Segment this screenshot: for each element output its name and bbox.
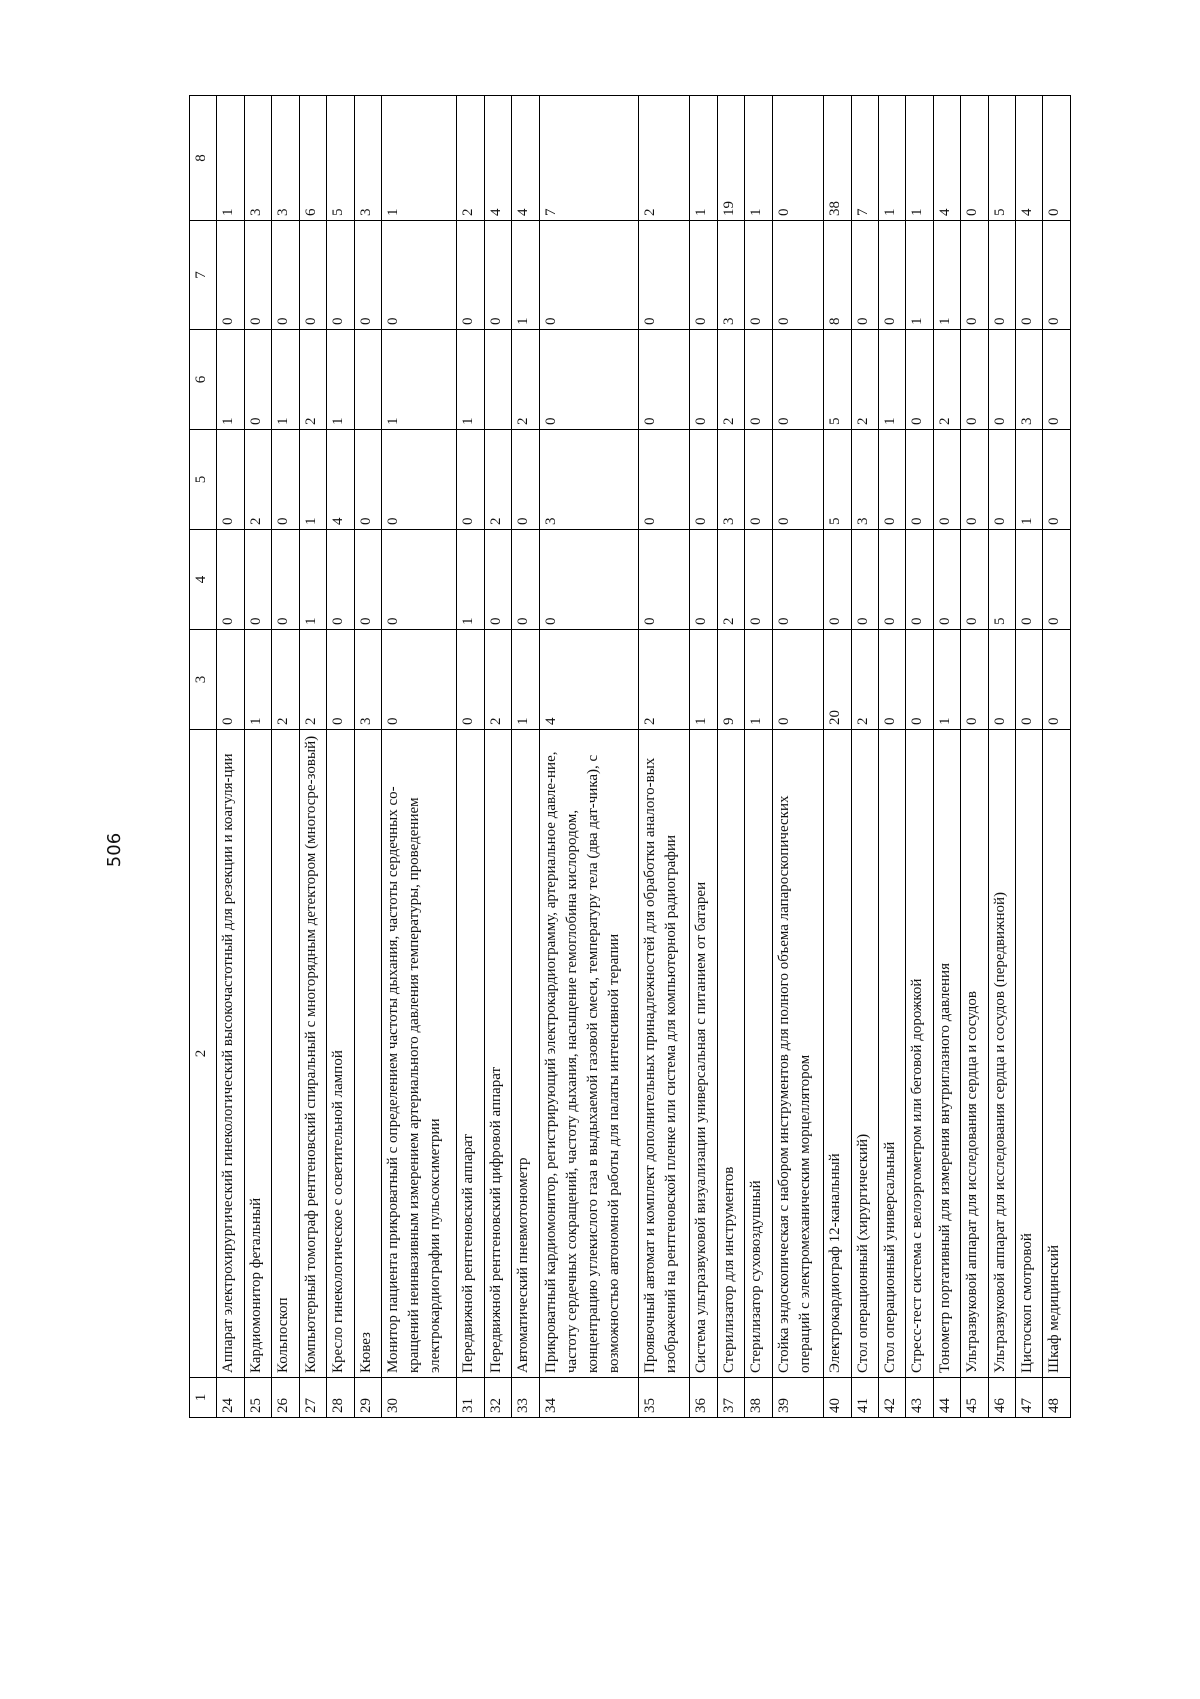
value-cell: 0 [961, 96, 988, 221]
table-row [1043, 96, 1071, 1418]
value-cell: 2 [639, 630, 690, 730]
table-row [906, 96, 933, 1418]
value-cell: 1 [244, 630, 271, 730]
value-cell: 0 [244, 221, 271, 330]
value-cell: 0 [961, 630, 988, 730]
value-cell: 0 [961, 221, 988, 330]
value-cell: 0 [512, 430, 539, 530]
value-cell: 0 [539, 330, 638, 430]
value-cell: 0 [988, 330, 1015, 430]
equipment-name-cell: Передвижной рентгеновский цифровой аппарат [484, 730, 511, 1378]
value-cell: 0 [381, 430, 456, 530]
value-cell: 0 [988, 221, 1015, 330]
table-row [988, 96, 1015, 1418]
header-cell: 4 [190, 530, 217, 630]
equipment-name-cell: Проявочный автомат и комплект дополнительных принадлежностей для обработки аналого-вых изображений на рентгеновской пленке или система для компьютерной радиографии [639, 730, 690, 1378]
value-cell: 0 [354, 530, 381, 630]
value-cell: 0 [217, 630, 244, 730]
value-cell: 0 [539, 530, 638, 630]
value-cell: 0 [217, 430, 244, 530]
row-number-cell: 48 [1043, 1378, 1071, 1418]
row-number-cell: 33 [512, 1378, 539, 1418]
value-cell: 4 [484, 96, 511, 221]
table-row [878, 96, 905, 1418]
table-row [824, 96, 851, 1418]
row-number-cell: 37 [717, 1378, 744, 1418]
value-cell: 1 [512, 221, 539, 330]
value-cell: 0 [484, 221, 511, 330]
value-cell: 1 [381, 96, 456, 221]
value-cell: 0 [381, 221, 456, 330]
value-cell: 19 [717, 96, 744, 221]
value-cell: 0 [878, 530, 905, 630]
value-cell: 7 [539, 96, 638, 221]
value-cell: 5 [327, 96, 354, 221]
header-cell: 2 [190, 730, 217, 1378]
value-cell: 6 [299, 96, 326, 221]
equipment-name-cell: Автоматический пневмотонометр [512, 730, 539, 1378]
value-cell: 4 [933, 96, 960, 221]
value-cell: 0 [933, 430, 960, 530]
value-cell: 1 [457, 530, 484, 630]
value-cell: 1 [933, 630, 960, 730]
header-cell: 7 [190, 221, 217, 330]
value-cell: 0 [690, 530, 717, 630]
value-cell: 1 [217, 330, 244, 430]
value-cell: 0 [217, 530, 244, 630]
value-cell: 0 [457, 221, 484, 330]
value-cell: 3 [717, 221, 744, 330]
value-cell: 3 [354, 96, 381, 221]
value-cell: 3 [717, 430, 744, 530]
equipment-name-cell: Стол операционный универсальный [878, 730, 905, 1378]
value-cell: 0 [988, 630, 1015, 730]
value-cell: 7 [851, 96, 878, 221]
row-number-cell: 40 [824, 1378, 851, 1418]
value-cell: 3 [272, 96, 299, 221]
value-cell: 9 [717, 630, 744, 730]
table-row [381, 96, 456, 1418]
value-cell: 0 [1043, 221, 1071, 330]
equipment-name-cell: Электрокардиограф 12-канальный [824, 730, 851, 1378]
value-cell: 0 [244, 530, 271, 630]
table-row [484, 96, 511, 1418]
equipment-name-cell: Прикроватный кардиомонитор, регистрирующий электрокардиограмму, артериальное давле-ние, частоту сердечных сокращений, частоту дыхания, насыщение гемоглобина кислородом, концентрацию углекислого газа в выдыхаемой газовой смеси, температуру тела (два дат-чика), с возможностью автономной работы для палаты интенсивной терапии [539, 730, 638, 1378]
value-cell: 0 [639, 530, 690, 630]
value-cell: 0 [1043, 630, 1071, 730]
value-cell: 0 [824, 530, 851, 630]
value-cell: 1 [217, 96, 244, 221]
value-cell: 3 [354, 630, 381, 730]
value-cell: 1 [745, 630, 772, 730]
equipment-name-cell: Кресло гинекологическое с осветительной лампой [327, 730, 354, 1378]
value-cell: 1 [272, 330, 299, 430]
table-row [327, 96, 354, 1418]
equipment-name-cell: Ультразвуковой аппарат для исследования сердца и сосудов (передвижной) [988, 730, 1015, 1378]
row-number-cell: 47 [1016, 1378, 1043, 1418]
value-cell: 0 [272, 221, 299, 330]
table-row [512, 96, 539, 1418]
table-row [457, 96, 484, 1418]
value-cell: 0 [906, 530, 933, 630]
equipment-name-cell: Кольпоскоп [272, 730, 299, 1378]
value-cell: 2 [272, 630, 299, 730]
value-cell: 0 [878, 430, 905, 530]
value-cell: 1 [878, 330, 905, 430]
value-cell: 0 [1043, 530, 1071, 630]
value-cell: 0 [354, 221, 381, 330]
header-cell: 3 [190, 630, 217, 730]
value-cell: 1 [512, 630, 539, 730]
equipment-name-cell: Монитор пациента прикроватный с определением частоты дыхания, частоты сердечных со-кращений неинвазивным измерением артериального давления температуры, проведением электрокардиографии пульсоксиметрии [381, 730, 456, 1378]
value-cell: 3 [244, 96, 271, 221]
table-row [217, 96, 244, 1418]
value-cell: 1 [1016, 430, 1043, 530]
value-cell: 1 [933, 221, 960, 330]
row-number-cell: 44 [933, 1378, 960, 1418]
value-cell: 0 [745, 530, 772, 630]
equipment-name-cell: Кювез [354, 730, 381, 1378]
value-cell: 0 [457, 630, 484, 730]
value-cell: 0 [851, 530, 878, 630]
value-cell: 0 [539, 221, 638, 330]
value-cell: 0 [772, 530, 823, 630]
value-cell: 0 [272, 530, 299, 630]
value-cell: 0 [354, 430, 381, 530]
equipment-name-cell: Стойка эндоскопическая с набором инструментов для полного объема лапароскопических операций с электромеханическим морцеллятором [772, 730, 823, 1378]
value-cell: 8 [824, 221, 851, 330]
row-number-cell: 43 [906, 1378, 933, 1418]
value-cell: 1 [906, 96, 933, 221]
value-cell: 2 [484, 630, 511, 730]
value-cell: 0 [961, 530, 988, 630]
value-cell: 0 [639, 221, 690, 330]
header-cell: 6 [190, 330, 217, 430]
value-cell: 0 [878, 630, 905, 730]
table-row [851, 96, 878, 1418]
value-cell: 1 [381, 330, 456, 430]
value-cell: 1 [690, 96, 717, 221]
value-cell: 4 [327, 430, 354, 530]
value-cell: 0 [1043, 430, 1071, 530]
table-row [961, 96, 988, 1418]
value-cell: 1 [457, 330, 484, 430]
table-row [1016, 96, 1043, 1418]
value-cell: 1 [327, 330, 354, 430]
value-cell: 0 [772, 96, 823, 221]
table-row [933, 96, 960, 1418]
equipment-name-cell: Тонометр портативный для измерения внутриглазного давления [933, 730, 960, 1378]
table-row [354, 96, 381, 1418]
value-cell: 4 [512, 96, 539, 221]
value-cell: 0 [772, 330, 823, 430]
equipment-name-cell: Стол операционный (хирургический) [851, 730, 878, 1378]
table-row [299, 96, 326, 1418]
table-row [539, 96, 638, 1418]
value-cell: 0 [690, 330, 717, 430]
value-cell: 4 [1016, 96, 1043, 221]
equipment-table [189, 95, 1071, 1418]
value-cell: 4 [539, 630, 638, 730]
value-cell: 0 [1016, 630, 1043, 730]
row-number-cell: 31 [457, 1378, 484, 1418]
value-cell: 5 [988, 96, 1015, 221]
value-cell [354, 330, 381, 430]
value-cell: 0 [961, 330, 988, 430]
row-number-cell: 42 [878, 1378, 905, 1418]
value-cell: 0 [745, 221, 772, 330]
value-cell: 1 [690, 630, 717, 730]
header-cell: 1 [190, 1378, 217, 1418]
page-number: 506 [104, 832, 125, 868]
equipment-name-cell: Аппарат электрохирургический гинекологический высокочастотный для резекции и коагуля-ции [217, 730, 244, 1378]
value-cell: 0 [851, 221, 878, 330]
equipment-name-cell: Стерилизатор суховоздушный [745, 730, 772, 1378]
table-row [272, 96, 299, 1418]
value-cell: 3 [1016, 330, 1043, 430]
row-number-cell: 24 [217, 1378, 244, 1418]
value-cell: 0 [878, 221, 905, 330]
value-cell: 0 [772, 430, 823, 530]
value-cell: 0 [299, 221, 326, 330]
row-number-cell: 45 [961, 1378, 988, 1418]
rotated-table-container [189, 96, 1071, 1418]
value-cell: 0 [244, 330, 271, 430]
value-cell: 0 [690, 430, 717, 530]
value-cell: 0 [690, 221, 717, 330]
equipment-name-cell: Цистоскоп смотровой [1016, 730, 1043, 1378]
row-number-cell: 25 [244, 1378, 271, 1418]
value-cell: 0 [988, 430, 1015, 530]
value-cell: 2 [851, 330, 878, 430]
value-cell: 0 [381, 530, 456, 630]
row-number-cell: 38 [745, 1378, 772, 1418]
value-cell: 0 [772, 630, 823, 730]
value-cell: 0 [906, 630, 933, 730]
row-number-cell: 28 [327, 1378, 354, 1418]
value-cell: 0 [457, 430, 484, 530]
row-number-cell: 35 [639, 1378, 690, 1418]
value-cell: 5 [824, 330, 851, 430]
equipment-name-cell: Кардиомонитор фетальный [244, 730, 271, 1378]
table-row [244, 96, 271, 1418]
value-cell: 0 [381, 630, 456, 730]
row-number-cell: 36 [690, 1378, 717, 1418]
row-number-cell: 41 [851, 1378, 878, 1418]
value-cell: 0 [639, 430, 690, 530]
value-cell: 0 [745, 330, 772, 430]
row-number-cell: 39 [772, 1378, 823, 1418]
value-cell: 5 [988, 530, 1015, 630]
equipment-name-cell: Система ультразвуковой визуализации универсальная с питанием от батареи [690, 730, 717, 1378]
row-number-cell: 34 [539, 1378, 638, 1418]
value-cell: 0 [1016, 221, 1043, 330]
value-cell: 2 [851, 630, 878, 730]
value-cell: 1 [906, 221, 933, 330]
value-cell: 38 [824, 96, 851, 221]
row-number-cell: 46 [988, 1378, 1015, 1418]
value-cell: 0 [639, 330, 690, 430]
header-cell: 5 [190, 430, 217, 530]
value-cell: 2 [299, 330, 326, 430]
value-cell: 2 [457, 96, 484, 221]
value-cell: 2 [933, 330, 960, 430]
value-cell: 0 [933, 530, 960, 630]
value-cell: 0 [772, 221, 823, 330]
value-cell: 5 [824, 430, 851, 530]
equipment-name-cell: Стерилизатор для инструментов [717, 730, 744, 1378]
table-row [772, 96, 823, 1418]
header-cell: 8 [190, 96, 217, 221]
value-cell: 0 [906, 330, 933, 430]
value-cell: 0 [512, 530, 539, 630]
value-cell: 0 [1016, 530, 1043, 630]
value-cell: 1 [299, 530, 326, 630]
value-cell: 2 [717, 530, 744, 630]
value-cell: 0 [745, 430, 772, 530]
row-number-cell: 29 [354, 1378, 381, 1418]
value-cell: 1 [745, 96, 772, 221]
row-number-cell: 32 [484, 1378, 511, 1418]
table-row [639, 96, 690, 1418]
value-cell: 3 [539, 430, 638, 530]
table-header-row [190, 96, 217, 1418]
value-cell: 3 [851, 430, 878, 530]
value-cell: 20 [824, 630, 851, 730]
value-cell: 2 [717, 330, 744, 430]
equipment-name-cell: Стресс-тест система с велоэргометром или беговой дорожкой [906, 730, 933, 1378]
value-cell: 2 [639, 96, 690, 221]
equipment-name-cell: Компьютерный томограф рентгеновский спиральный с многорядным детектором (многосре-зовый) [299, 730, 326, 1378]
table-row [745, 96, 772, 1418]
value-cell: 2 [299, 630, 326, 730]
value-cell: 1 [878, 96, 905, 221]
row-number-cell: 27 [299, 1378, 326, 1418]
value-cell [484, 330, 511, 430]
row-number-cell: 30 [381, 1378, 456, 1418]
row-number-cell: 26 [272, 1378, 299, 1418]
value-cell: 0 [961, 430, 988, 530]
value-cell: 0 [217, 221, 244, 330]
table-row [690, 96, 717, 1418]
table-row [717, 96, 744, 1418]
value-cell: 0 [327, 630, 354, 730]
equipment-name-cell: Передвижной рентгеновский аппарат [457, 730, 484, 1378]
value-cell: 0 [327, 221, 354, 330]
value-cell: 0 [272, 430, 299, 530]
value-cell: 0 [327, 530, 354, 630]
value-cell: 0 [1043, 96, 1071, 221]
value-cell: 1 [299, 430, 326, 530]
value-cell: 0 [906, 430, 933, 530]
equipment-name-cell: Ультразвуковой аппарат для исследования сердца и сосудов [961, 730, 988, 1378]
value-cell: 0 [484, 530, 511, 630]
value-cell: 0 [1043, 330, 1071, 430]
value-cell: 2 [484, 430, 511, 530]
value-cell: 2 [244, 430, 271, 530]
value-cell: 2 [512, 330, 539, 430]
equipment-name-cell: Шкаф медицинский [1043, 730, 1071, 1378]
